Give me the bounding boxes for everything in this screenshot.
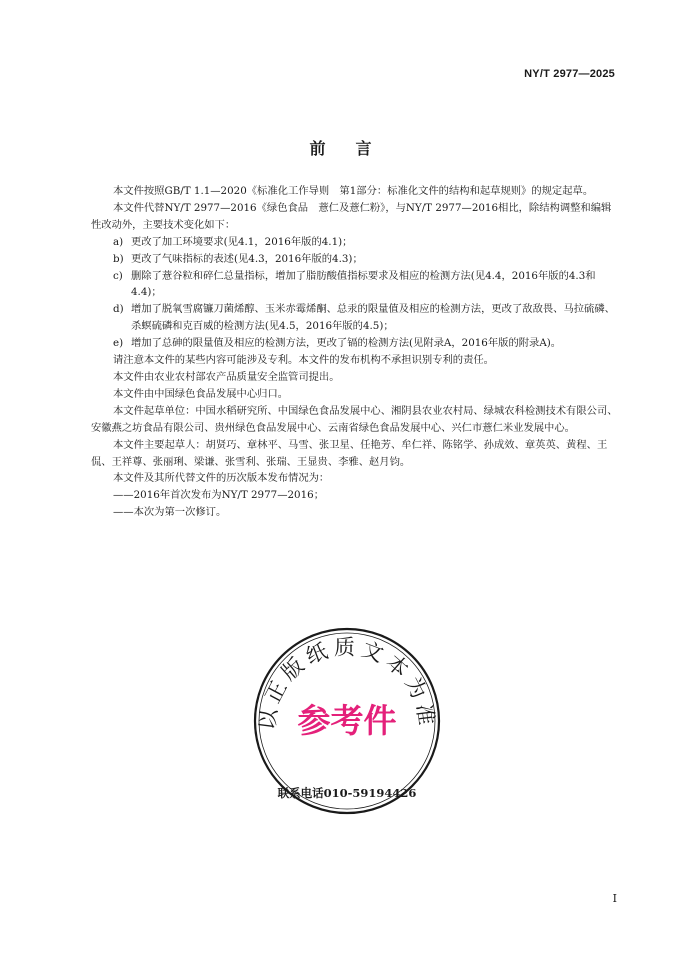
reference-copy-stamp (252, 626, 442, 816)
paragraph: 本文件及其所代替文件的历次版本发布情况为： (113, 472, 330, 485)
list-item (91, 268, 619, 302)
history-item: ——2016年首次发布为NY/T 2977—2016； (113, 489, 325, 502)
paragraph: 本文件由农业农村部农产品质量安全监管司提出。 (113, 370, 340, 383)
list-item-text: 更改了加工环境要求(见4.1，2016年版的4.1)； (131, 235, 353, 248)
page-number: I (612, 892, 617, 905)
list-item-text: 更改了气味指标的表述(见4.3，2016年版的4.3)； (131, 252, 363, 265)
list-marker: a) (113, 235, 124, 248)
paragraph: 本文件代替NY/T 2977—2016《绿色食品 薏仁及薏仁粉》，与NY/T 2977—2016相比，除结构调整和编辑性改动外，主要技术变化如下： (91, 201, 612, 231)
list-marker: d) (113, 303, 124, 316)
list-item (91, 251, 619, 268)
section-title: 前言 (309, 139, 402, 158)
paragraph: 本文件起草单位：中国水稻研究所、中国绿色食品发展中心、湘阴县农业农村局、绿城农科检测技术有限公司、安徽燕之坊食品有限公司、贵州绿色食品发展中心、云南省绿色食品发展中心、兴仁市薏仁米业发展中心。 (91, 404, 618, 434)
paragraph: 本文件主要起草人：胡贤巧、章林平、马雪、张卫星、任艳芳、牟仁祥、陈铭学、孙成效、章英英、黄程、王侃、王祥尊、张丽琍、梁谦、张雪利、张瑞、王显贵、李雅、赵月钧。 (91, 438, 608, 468)
history-item: ——本次为第一次修订。 (113, 506, 227, 519)
foreword-body (91, 183, 619, 521)
list-item-text: 增加了总砷的限量值及相应的检测方法，更改了镉的检测方法(见附录A，2016年版的附录A)。 (131, 337, 562, 350)
stamp-phone-text: 联系电话010-59194426 (277, 786, 417, 800)
list-item (91, 301, 619, 335)
list-marker: e) (113, 337, 124, 350)
list-item-text: 增加了脱氧雪腐镰刀菌烯醇、玉米赤霉烯酮、总汞的限量值及相应的检测方法，更改了敌敌畏、马拉硫磷、杀螟硫磷和克百威的检测方法(见4.5，2016年版的4.5)； (131, 303, 615, 333)
stamp-center-text: 参考件 (297, 701, 397, 740)
paragraph: 本文件由中国绿色食品发展中心归口。 (113, 387, 289, 400)
document-number: NY/T 2977—2025 (524, 68, 615, 80)
paragraph: 本文件按照GB/T 1.1—2020《标准化工作导则 第1部分：标准化文件的结构和起草规则》的规定起草。 (113, 185, 594, 197)
paragraph: 请注意本文件的某些内容可能涉及专利。本文件的发布机构不承担识别专利的责任。 (113, 354, 494, 367)
list-item-text: 删除了薏谷粒和碎仁总量指标，增加了脂肪酸值指标要求及相应的检测方法(见4.4，2016年版的4.3和4.4)； (131, 269, 596, 299)
list-item (91, 335, 619, 352)
list-marker: b) (113, 252, 124, 265)
list-marker: c) (113, 269, 123, 282)
list-item (91, 234, 619, 251)
stamp-arc-text: 以正版纸质文本为准 (255, 635, 439, 732)
